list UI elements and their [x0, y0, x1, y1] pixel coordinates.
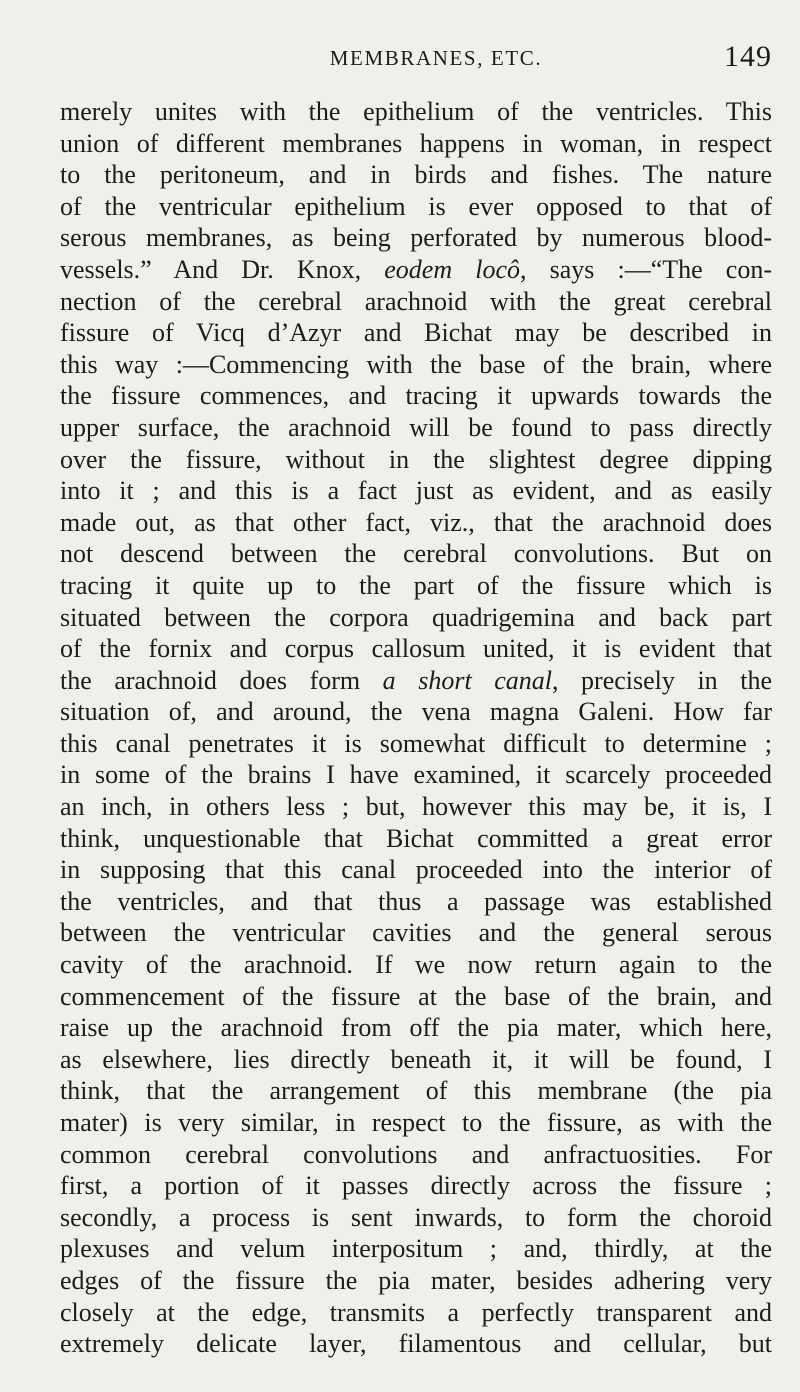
line-segment: mater) is very similar, in respect to the fissure, as with the	[60, 1108, 772, 1137]
text-line	[60, 412, 772, 444]
text-line	[60, 128, 772, 160]
line-segment: to the peritoneum, and in birds and fishes. The nature	[60, 160, 772, 190]
text-line	[60, 949, 772, 981]
text-line	[60, 981, 772, 1013]
line-segment: tracing it quite up to the part of the fissure which is	[60, 570, 772, 600]
text-line	[60, 759, 772, 791]
line-segment: this way :—Commencing with the base of the brain, where	[60, 349, 772, 379]
line-segment: , says :—“The con-	[520, 254, 772, 284]
line-segment: in some of the brains I have examined, it scarcely proceeded	[60, 760, 772, 790]
text-line	[60, 917, 772, 949]
line-segment: cavity of the arachnoid. If we now return again to the	[60, 950, 772, 980]
text-line	[60, 1139, 772, 1171]
text-line	[60, 317, 772, 349]
text-line	[60, 254, 772, 286]
text-line	[60, 444, 772, 476]
line-segment: between the ventricular cavities and the general serous	[60, 918, 772, 948]
text-line	[60, 1170, 772, 1202]
line-segment: think, that the arrangement of this membrane (the pia	[60, 1076, 772, 1106]
text-line	[60, 602, 772, 634]
italic-phrase: eodem locô	[384, 254, 520, 284]
line-segment: the ventricles, and that thus a passage was established	[60, 886, 772, 916]
text-line	[60, 475, 772, 507]
italic-phrase: a short canal	[382, 665, 552, 695]
text-line	[60, 665, 772, 697]
line-segment: of the ventricular epithelium is ever opposed to that of	[60, 191, 772, 221]
text-line	[60, 1107, 772, 1139]
text-line	[60, 538, 772, 570]
text-line	[60, 728, 772, 760]
line-segment: not descend between the cerebral convolutions. But on	[60, 539, 772, 569]
line-segment: merely unites with the epithelium of the ventricles. This	[60, 97, 772, 126]
line-segment: commencement of the fissure at the base of the brain, and	[60, 981, 772, 1011]
text-line	[60, 1265, 772, 1297]
text-line	[60, 886, 772, 918]
line-segment: in supposing that this canal proceeded into the interior of	[60, 855, 772, 885]
text-line	[60, 791, 772, 823]
text-line	[60, 570, 772, 602]
text-line	[60, 222, 772, 254]
running-head	[60, 40, 772, 80]
line-segment: raise up the arachnoid from off the pia mater, which here,	[60, 1013, 772, 1043]
line-segment: situated between the corpora quadrigemina and back part	[60, 602, 772, 632]
line-segment: upper surface, the arachnoid will be found to pass directly	[60, 412, 772, 442]
text-line	[60, 191, 772, 223]
line-segment: the fissure commences, and tracing it upwards towards the	[60, 381, 772, 411]
line-segment: fissure of Vicq d’Azyr and Bichat may be described in	[60, 318, 772, 348]
text-line	[60, 159, 772, 191]
text-line	[60, 380, 772, 412]
text-line	[60, 286, 772, 318]
page-number: 149	[724, 40, 772, 73]
text-line	[60, 633, 772, 665]
line-segment: situation of, and around, the vena magna Galeni. How far	[60, 697, 772, 727]
line-segment: the arachnoid does form	[60, 665, 383, 695]
line-segment: edges of the fissure the pia mater, besides adhering very	[60, 1265, 772, 1295]
line-segment: made out, as that other fact, viz., that the arachnoid does	[60, 507, 772, 537]
text-line	[60, 1202, 772, 1234]
text-line	[60, 349, 772, 381]
text-line	[60, 1233, 772, 1265]
text-line	[60, 1328, 772, 1360]
line-segment: vessels.” And Dr. Knox,	[60, 254, 385, 284]
running-head-title: MEMBRANES, ETC.	[329, 46, 543, 70]
line-segment: first, a portion of it passes directly across the fissure ;	[60, 1171, 772, 1201]
line-segment: as elsewhere, lies directly beneath it, it will be found, I	[60, 1044, 772, 1074]
line-segment: over the fissure, without in the slightest degree dipping	[60, 444, 772, 474]
line-segment: nection of the cerebral arachnoid with the great cerebral	[60, 286, 772, 316]
line-segment: an inch, in others less ; but, however this may be, it is, I	[60, 792, 772, 822]
text-line	[60, 507, 772, 539]
line-segment: think, unquestionable that Bichat committed a great error	[60, 823, 772, 853]
line-segment: , precisely in the	[552, 665, 772, 695]
text-line	[60, 696, 772, 728]
line-segment: serous membranes, as being perforated by numerous blood-	[60, 223, 772, 253]
line-segment: secondly, a process is sent inwards, to form the choroid	[60, 1202, 772, 1232]
line-segment: closely at the edge, transmits a perfectly transparent and	[60, 1297, 772, 1327]
text-line	[60, 1012, 772, 1044]
body-text	[60, 96, 772, 1360]
line-segment: this canal penetrates it is somewhat difficult to determine ;	[60, 728, 772, 758]
line-segment: union of different membranes happens in woman, in respect	[60, 128, 772, 158]
text-line	[60, 823, 772, 855]
line-segment: of the fornix and corpus callosum united, it is evident that	[60, 634, 772, 664]
line-segment: common cerebral convolutions and anfractuosities. For	[60, 1139, 772, 1169]
text-line	[60, 96, 772, 128]
line-segment: plexuses and velum interpositum ; and, thirdly, at the	[60, 1234, 772, 1264]
text-line	[60, 1044, 772, 1076]
text-line	[60, 854, 772, 886]
text-line	[60, 1075, 772, 1107]
line-segment: extremely delicate layer, filamentous and cellular, but	[60, 1329, 772, 1359]
line-segment: into it ; and this is a fact just as evident, and as easily	[60, 476, 772, 506]
text-line	[60, 1297, 772, 1329]
